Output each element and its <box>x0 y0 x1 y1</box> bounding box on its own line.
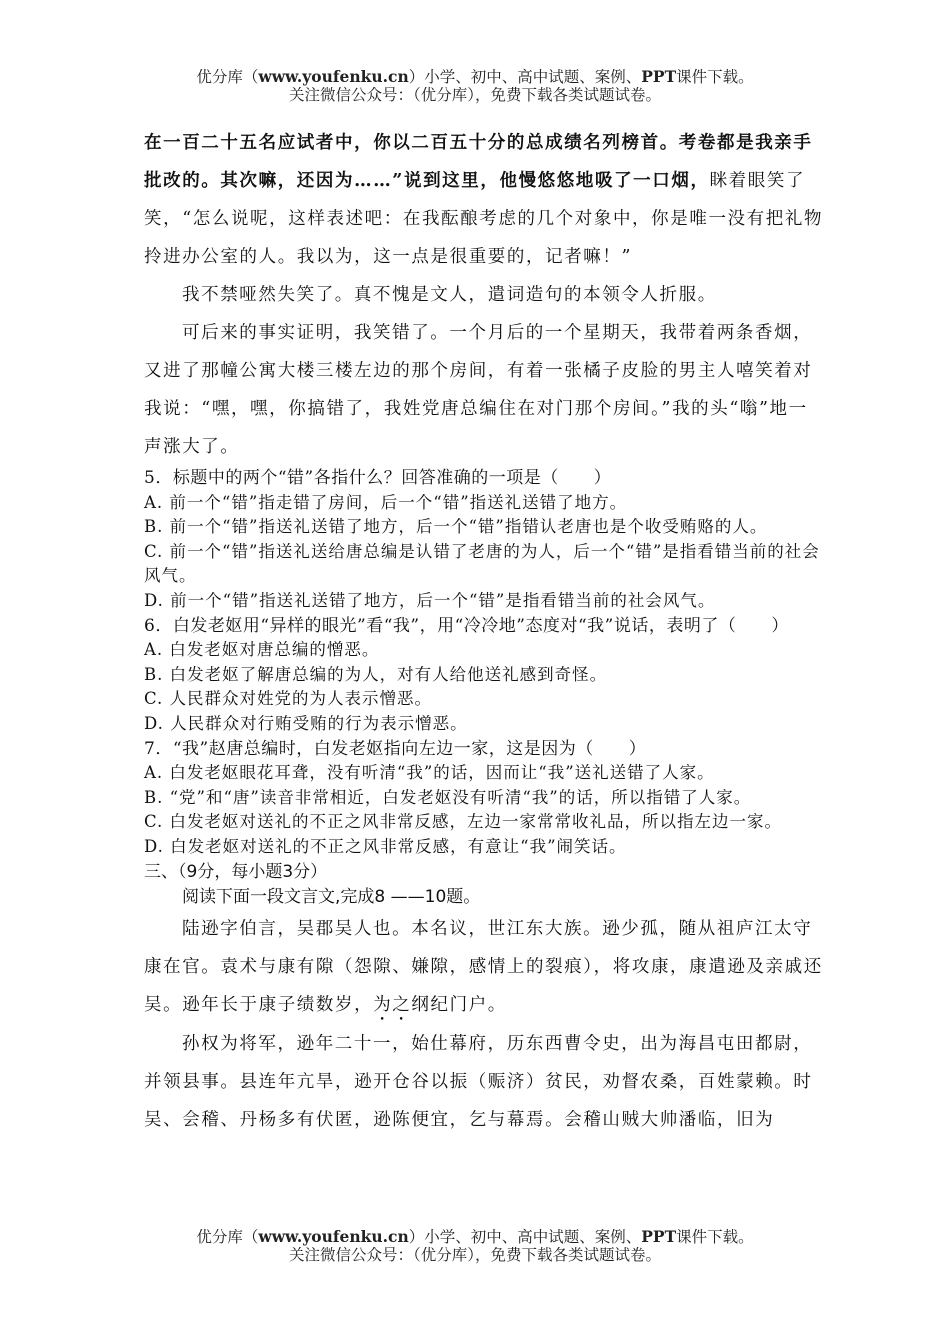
question-6-option-d: D. 人民群众对行贿受贿的行为表示憎恶。 <box>144 713 468 733</box>
document-body <box>144 124 824 1139</box>
question-7-option-d: D. 白发老妪对送礼的不正之风非常反感，有意让“我”闹笑话。 <box>144 836 627 856</box>
question-5-option-b: B. 前一个“错”指送礼送错了地方，后一个“错”指错认老唐也是个收受贿赂的人。 <box>144 517 768 537</box>
footer-line-1: 优分库（www.youfenku.cn）小学、初中、高中试题、案例、PPT课件下载。 <box>196 1227 754 1246</box>
section-3-instruction: 阅读下面一段文言文,完成8 ——10题。 <box>182 886 481 907</box>
question-7-option-b: B. “党”和“唐”读音非常相近，白发老妪没有听清“我”的话，所以指错了人家。 <box>144 787 752 807</box>
question-5-option-d: D. 前一个“错”指送礼送错了地方，后一个“错”是指看错当前的社会风气。 <box>144 590 716 610</box>
classical-paragraph-2: 孙权为将军，逊年二十一，始仕幕府，历东西曹令史，出为海昌屯田都尉，并领县事。县连年亢旱，逊开仓谷以振（赈济）贫民，劝督农桑，百姓蒙赖。时吴、会稽、丹杨多有伏匿，逊陈便宜，乞与幕焉。会稽山贼大帅潘临，旧为 <box>144 1033 813 1130</box>
question-5-option-a: A. 前一个“错”指走错了房间，后一个“错”指送礼送错了地方。 <box>144 492 628 512</box>
question-5-stem: 5．标题中的两个“错”各指什么？回答准确的一项是（ ） <box>144 468 612 488</box>
footer-url: www.youfenku.cn <box>258 1227 409 1246</box>
question-7-option-a: A. 白发老妪眼花耳聋，没有听清“我”的话，因而让“我”送礼送错了人家。 <box>144 763 715 783</box>
emphasis-dotted-text: 为之 <box>373 994 412 1015</box>
footer-line-2: 关注微信公众号：（优分库），免费下载各类试题试卷。 <box>288 1246 661 1264</box>
question-5 <box>144 466 824 614</box>
question-6-option-a: A. 白发老妪对唐总编的憎恶。 <box>144 640 380 660</box>
header-url: www.youfenku.cn <box>258 67 409 86</box>
question-6-option-c: C. 人民群众对姓党的为人表示憎恶。 <box>144 689 433 709</box>
story-paragraph-2: 我不禁哑然失笑了。真不愧是文人，遣词造句的本领令人折服。 <box>182 285 717 305</box>
story-paragraph-1: 在一百二十五名应试者中，你以二百五十分的总成绩名列榜首。考卷都是我亲手批改的。其次嘛，还因为……”说到这里，他慢悠悠地吸了一口烟，眯着眼笑了笑，“怎么说呢，这样表述吧：在我酝酿考虑的几个对象中，你是唯一没有把礼物拎进办公室的人。我以为，这一点是很重要的，记者嘛！” <box>144 133 824 267</box>
question-6 <box>144 614 824 737</box>
question-6-stem: 6．白发老妪用“异样的眼光”看“我”，用“冷冷地”态度对“我”说话，表明了（ ） <box>144 615 789 636</box>
question-5-option-c: C. 前一个“错”指送礼送给唐总编是认错了老唐的为人，后一个“错”是指看错当前的社会风气。 <box>144 541 820 586</box>
question-6-option-b: B. 白发老妪了解唐总编的为人，对有人给他送礼感到奇怪。 <box>144 664 608 684</box>
question-7 <box>144 737 824 860</box>
classical-paragraph-1: 陆逊字伯言，吴郡吴人也。本名议，世江东大族。逊少孤，随从祖庐江太守康在官。袁术与康有隙（怨隙、嫌隙，感情上的裂痕），将攻康，康遣逊及亲戚还吴。逊年长于康子绩数岁，为之纲纪门户。 <box>144 918 823 1015</box>
page-header <box>0 68 950 104</box>
question-7-stem: 7．“我”赵唐总编时，白发老妪指向左边一家，这是因为（ ） <box>144 738 647 759</box>
page-footer <box>0 1228 950 1264</box>
header-line-2: 关注微信公众号：（优分库），免费下载各类试题试卷。 <box>288 86 661 104</box>
section-3-title: 三、（9分，每小题3分） <box>144 861 328 882</box>
story-paragraph-3: 可后来的事实证明，我笑错了。一个月后的一个星期天，我带着两条香烟，又进了那幢公寓大楼三楼左边的那个房间，有着一张橘子皮脸的男主人嘻笑着对我说：“嘿，嘿，你搞错了，我姓党唐总编住在对门那个房间。”我的头“嗡”地一声涨大了。 <box>144 323 813 457</box>
header-line-1: 优分库（www.youfenku.cn）小学、初中、高中试题、案例、PPT课件下载。 <box>196 67 754 86</box>
question-7-option-c: C. 白发老妪对送礼的不正之风非常反感，左边一家常常收礼品，所以指左边一家。 <box>144 812 783 832</box>
